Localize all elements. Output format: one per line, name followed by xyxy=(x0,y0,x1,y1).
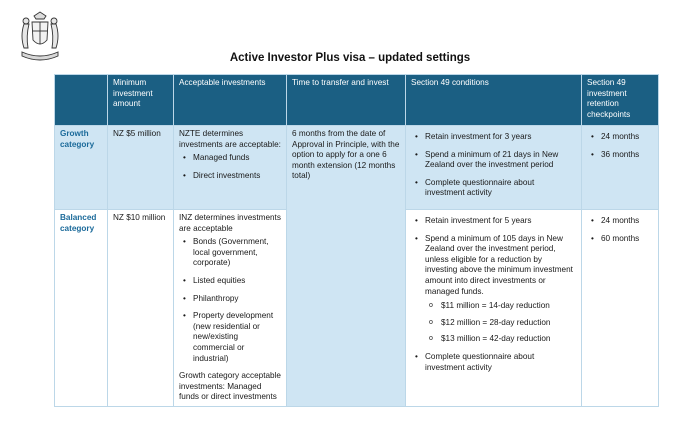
balanced-acceptable-intro: INZ determines investments are acceptable xyxy=(179,212,281,233)
balanced-min-amount: NZ $10 million xyxy=(108,209,174,406)
header-checkpoints: Section 49 investment retention checkpoints xyxy=(582,75,659,126)
growth-min-amount: NZ $5 million xyxy=(108,126,174,210)
header-category xyxy=(55,75,108,126)
document-title: Active Investor Plus visa – updated settings xyxy=(229,52,471,64)
list-item: o $11 million = 14-day reduction xyxy=(441,301,576,312)
header-min-amount: Minimum investment amount xyxy=(108,75,174,126)
list-item: • 24 months xyxy=(601,216,653,227)
list-item xyxy=(425,234,576,345)
list-item: • Complete questionnaire about investment activity xyxy=(425,352,576,373)
balanced-acceptable xyxy=(174,209,287,406)
balanced-checkpoints xyxy=(582,209,659,406)
list-item: • Retain investment for 3 years xyxy=(425,132,576,143)
growth-checkpoints xyxy=(582,126,659,210)
balanced-category-label: Balanced category xyxy=(55,209,108,406)
list-item: • 24 months xyxy=(601,132,653,143)
growth-category-label: Growth category xyxy=(55,126,108,210)
list-item: • 60 months xyxy=(601,234,653,245)
list-item: • Spend a minimum of 21 days in New Zealand over the investment period xyxy=(425,150,576,171)
list-item: • Managed funds xyxy=(193,153,281,164)
settings-table xyxy=(54,74,659,407)
table-header-row xyxy=(55,75,659,126)
list-item: o $12 million = 28-day reduction xyxy=(441,318,576,329)
time-to-invest-text: 6 months from the date of Approval in Principle, with the option to apply for a one 6 month extension (12 months total) xyxy=(292,129,400,181)
growth-acceptable-intro: NZTE determines investments are acceptable: xyxy=(179,129,281,149)
balanced-conditions xyxy=(406,209,582,406)
list-item: • Property development (new residential or new/existing commercial or industrial) xyxy=(193,311,281,364)
list-item: • 36 months xyxy=(601,150,653,161)
list-item: o $13 million = 42-day reduction xyxy=(441,334,576,345)
list-item: • Complete questionnaire about investment activity xyxy=(425,178,576,199)
time-to-invest xyxy=(287,126,406,407)
header-time: Time to transfer and invest xyxy=(287,75,406,126)
balanced-acceptable-outro: Growth category acceptable investments: Managed funds or direct investments xyxy=(179,371,281,402)
header-section49: Section 49 conditions xyxy=(406,75,582,126)
list-item: • Direct investments xyxy=(193,171,281,182)
list-item: • Bonds (Government, local government, corporate) xyxy=(193,237,281,269)
list-item: • Retain investment for 5 years xyxy=(425,216,576,227)
growth-acceptable xyxy=(174,126,287,210)
balanced-days-condition: Spend a minimum of 105 days in New Zealand over the investment period, unless eligible for a reduction by investing above the minimum investment amount into direct investments or managed funds. xyxy=(425,233,573,296)
list-item: • Listed equities xyxy=(193,276,281,287)
list-item: • Philanthropy xyxy=(193,294,281,305)
table-row xyxy=(55,126,659,210)
growth-conditions xyxy=(406,126,582,210)
header-acceptable: Acceptable investments xyxy=(174,75,287,126)
